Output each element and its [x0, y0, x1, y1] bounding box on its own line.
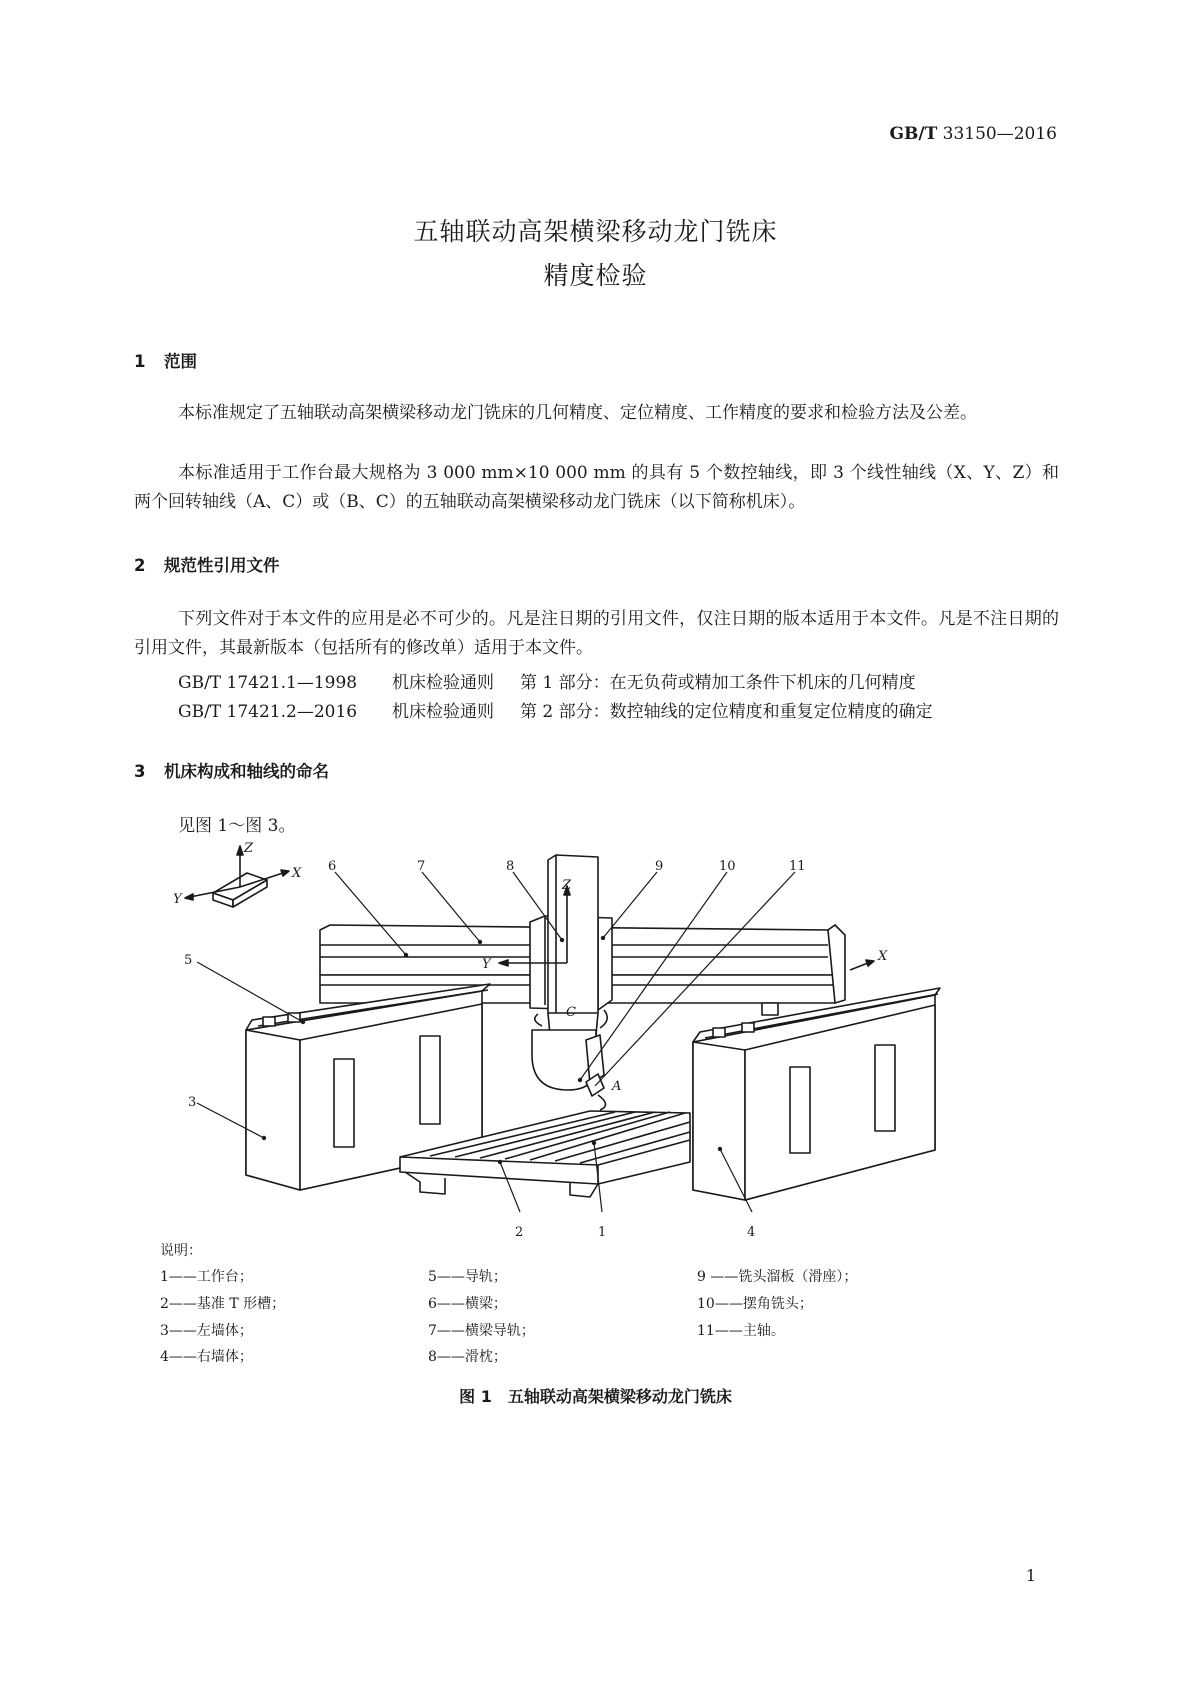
section-1-heading: 1 范围: [134, 352, 197, 371]
axis-label-x: X: [292, 866, 302, 881]
machine-axis-a: A: [612, 1079, 622, 1094]
section-3-heading: 3 机床构成和轴线的命名: [134, 762, 329, 781]
axis-indicator: [185, 846, 289, 907]
legend-item: 1——工作台；: [160, 1269, 253, 1285]
legend-item: 6——横梁；: [428, 1296, 507, 1312]
callout-number: 9: [655, 859, 664, 874]
reference-item: GB/T 17421.1—1998 机床检验通则 第 1 部分：在无负荷或精加工条件下机床的几何精度: [178, 673, 916, 693]
legend-item: 4——右墙体；: [160, 1349, 253, 1365]
callout-number: 10: [719, 859, 736, 874]
legend-item: 8——滑枕；: [428, 1349, 507, 1365]
document-title-line2: 精度检验: [543, 261, 648, 290]
swivel-head: [532, 1010, 607, 1110]
section-1-paragraph-2: 本标准适用于工作台最大规格为 3 000 mm×10 000 mm 的具有 5 个数控轴线，即 3 个线性轴线（X、Y、Z）和两个回转轴线（A、C）或（B、C）的五轴联动高架横梁移动龙门铣床（以下简称机床）。: [134, 463, 1059, 512]
legend-item: 11——主轴。: [697, 1323, 785, 1339]
machine-axis-x: X: [878, 949, 888, 964]
reference-item: GB/T 17421.2—2016 机床检验通则 第 2 部分：数控轴线的定位精度和重复定位精度的确定: [178, 702, 933, 722]
legend-item: 7——横梁导轨；: [428, 1323, 535, 1339]
legend-item: 5——导轨；: [428, 1269, 507, 1285]
callout-number: 11: [789, 859, 806, 874]
machine-axis-c: C: [566, 1005, 576, 1020]
section-3-paragraph-1: 见图 1～图 3。: [178, 816, 296, 836]
machine-axis-z: Z: [562, 878, 572, 893]
legend-item: 3——左墙体；: [160, 1323, 253, 1339]
document-title-line1: 五轴联动高架横梁移动龙门铣床: [413, 217, 778, 246]
callout-number: 4: [747, 1225, 756, 1240]
page-number: 1: [1025, 1566, 1036, 1585]
axis-label-z: Z: [244, 841, 254, 856]
callout-number: 8: [506, 859, 515, 874]
callout-number: 7: [417, 859, 426, 874]
legend-item: 9 ——铣头溜板（滑座）；: [697, 1269, 858, 1285]
callout-number: 6: [328, 859, 337, 874]
machine-axis-y: Y: [482, 957, 491, 972]
legend-item: 2——基准 T 形槽；: [160, 1296, 286, 1312]
callout-number: 3: [188, 1095, 197, 1110]
legend-title: 说明：: [160, 1243, 202, 1259]
callout-number: 5: [184, 953, 193, 968]
section-2-paragraph-1: 下列文件对于本文件的应用是必不可少的。凡是注日期的引用文件，仅注日期的版本适用于本文件。凡是不注日期的引用文件，其最新版本（包括所有的修改单）适用于本文件。: [134, 609, 1059, 658]
section-2-heading: 2 规范性引用文件: [134, 556, 280, 575]
callout-number: 1: [598, 1225, 607, 1240]
section-1-paragraph-1: 本标准规定了五轴联动高架横梁移动龙门铣床的几何精度、定位精度、工作精度的要求和检验方法及公差。: [178, 403, 977, 423]
figure-caption: 图 1 五轴联动高架横梁移动龙门铣床: [459, 1387, 732, 1406]
callout-number: 2: [515, 1225, 524, 1240]
standard-code: GB/T 33150—2016: [889, 124, 1057, 144]
legend-item: 10——摆角铣头；: [697, 1296, 813, 1312]
axis-label-y: Y: [173, 892, 182, 907]
